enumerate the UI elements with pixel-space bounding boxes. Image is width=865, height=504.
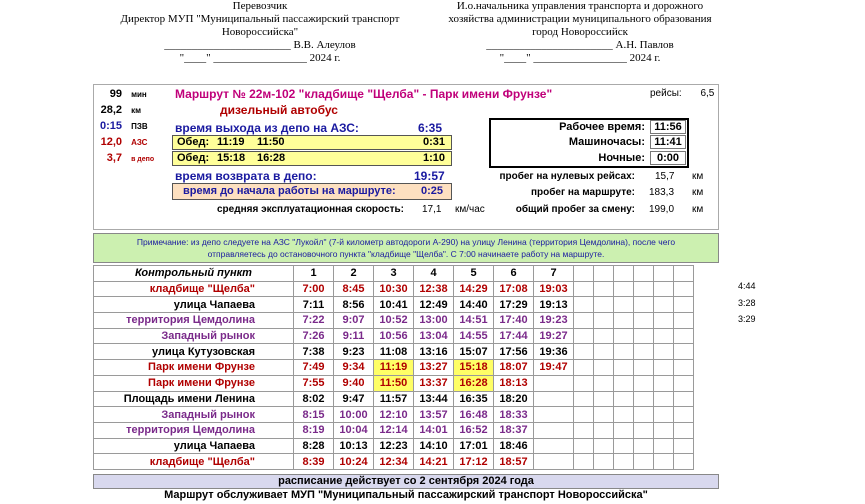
time-cell: 17:08 xyxy=(494,281,534,297)
time-cell: 10:04 xyxy=(334,422,374,438)
note-line2: отправляетесь до остановочного пункта "кладбище "Щелба". С 7:00 начинаете работу на маршруте. xyxy=(207,249,605,259)
timetable xyxy=(93,265,694,470)
trips xyxy=(650,88,714,99)
route-run-label: пробег на маршруте: xyxy=(530,187,635,198)
time-cell: 7:38 xyxy=(294,344,334,360)
empty-cell xyxy=(574,297,594,313)
stat-min-unit: мин xyxy=(131,90,147,99)
time-cell: 12:49 xyxy=(414,297,454,313)
speed-row xyxy=(217,204,485,215)
time-cell: 12:38 xyxy=(414,281,454,297)
stat-min-value: 99 xyxy=(109,88,122,100)
speed-label: средняя эксплуатационная скорость: xyxy=(217,204,404,215)
empty-cell xyxy=(654,313,674,329)
side-time: 3:28 xyxy=(738,297,756,308)
empty-cell xyxy=(654,360,674,376)
empty-cell xyxy=(614,344,634,360)
time-cell: 9:34 xyxy=(334,360,374,376)
lunch2-dur: 1:10 xyxy=(423,152,446,164)
total-row xyxy=(460,204,710,217)
total-label: общий пробег за смену: xyxy=(515,204,635,215)
time-cell: 19:27 xyxy=(534,328,574,344)
empty-cell xyxy=(674,344,694,360)
empty-cell xyxy=(674,391,694,407)
time-cell: 14:10 xyxy=(414,438,454,454)
time-cell: 12:14 xyxy=(374,422,414,438)
table-row xyxy=(94,360,694,376)
table-row xyxy=(94,391,694,407)
time-cell: 10:41 xyxy=(374,297,414,313)
time-cell: 14:51 xyxy=(454,313,494,329)
time-cell: 18:33 xyxy=(494,407,534,423)
empty-cell xyxy=(574,360,594,376)
empty-cell xyxy=(574,422,594,438)
empty-cell xyxy=(574,375,594,391)
note-line1: Примечание: из депо следуете на АЗС "Лукойл" (7-й километр автодороги А-290) на улицу Ленина (территория Цемдолина), после чего xyxy=(136,237,676,247)
stat-pzv-value: 0:15 xyxy=(100,120,123,132)
empty-cell xyxy=(614,407,634,423)
col-empty xyxy=(654,266,674,282)
time-cell: 18:13 xyxy=(494,375,534,391)
table-row xyxy=(94,328,694,344)
right-date: "____" _________________ 2024 г. xyxy=(499,52,661,64)
stat-km-unit: км xyxy=(131,106,141,115)
route-run-value: 183,3 xyxy=(649,187,675,198)
empty-cell xyxy=(594,438,614,454)
stat-azs-unit: АЗС xyxy=(131,138,148,147)
stat-depo-value: 3,7 xyxy=(106,152,122,164)
time-cell: 7:22 xyxy=(294,313,334,329)
empty-cell xyxy=(654,281,674,297)
time-cell: 19:23 xyxy=(534,313,574,329)
idle-row xyxy=(460,171,710,184)
time-cell: 8:15 xyxy=(294,407,334,423)
time-cell: 14:55 xyxy=(454,328,494,344)
night-label: Ночные: xyxy=(598,152,645,164)
table-row xyxy=(94,344,694,360)
table-row xyxy=(94,438,694,454)
start-value: 0:25 xyxy=(421,185,444,197)
time-cell: 14:01 xyxy=(414,422,454,438)
stop-name: Парк имени Фрунзе xyxy=(94,360,294,376)
empty-cell xyxy=(574,407,594,423)
speed-unit: км/час xyxy=(455,204,485,215)
time-cell xyxy=(534,375,574,391)
right-line1: И.о.начальника управления транспорта и дорожного xyxy=(456,0,704,12)
empty-cell xyxy=(674,438,694,454)
table-row xyxy=(94,297,694,313)
table-row xyxy=(94,281,694,297)
empty-cell xyxy=(634,454,654,470)
empty-cell xyxy=(594,328,614,344)
time-cell: 16:28 xyxy=(454,375,494,391)
time-cell: 11:19 xyxy=(374,360,414,376)
night-value: 0:00 xyxy=(650,151,686,165)
total-unit: км xyxy=(692,204,704,215)
stat-km xyxy=(100,104,160,116)
empty-cell xyxy=(654,454,674,470)
empty-cell xyxy=(574,438,594,454)
time-cell: 18:57 xyxy=(494,454,534,470)
left-sign: _______________________ В.В. Алеулов xyxy=(164,39,356,51)
time-cell: 16:48 xyxy=(454,407,494,423)
stop-name: Площадь имени Ленина xyxy=(94,391,294,407)
stop-name: территория Цемдолина xyxy=(94,313,294,329)
work-value: 11:56 xyxy=(650,120,686,134)
time-cell: 7:11 xyxy=(294,297,334,313)
col-1: 1 xyxy=(294,266,334,282)
empty-cell xyxy=(674,360,694,376)
empty-cell xyxy=(634,407,654,423)
lunch1-label: Обед: xyxy=(177,136,210,148)
time-cell: 16:35 xyxy=(454,391,494,407)
stop-name: Западный рынок xyxy=(94,328,294,344)
time-cell: 17:56 xyxy=(494,344,534,360)
empty-cell xyxy=(614,313,634,329)
stop-name: кладбище "Щелба" xyxy=(94,454,294,470)
time-cell: 19:13 xyxy=(534,297,574,313)
side-time: 4:44 xyxy=(738,281,756,291)
stop-name: Западный рынок xyxy=(94,407,294,423)
stop-name: улица Чапаева xyxy=(94,438,294,454)
lunch1-from: 11:19 xyxy=(217,136,245,148)
time-cell: 12:34 xyxy=(374,454,414,470)
empty-cell xyxy=(594,422,614,438)
time-cell: 11:50 xyxy=(374,375,414,391)
time-cell: 18:20 xyxy=(494,391,534,407)
empty-cell xyxy=(634,375,654,391)
empty-cell xyxy=(634,438,654,454)
time-cell: 14:40 xyxy=(454,297,494,313)
time-cell: 10:24 xyxy=(334,454,374,470)
time-cell: 9:47 xyxy=(334,391,374,407)
empty-cell xyxy=(674,407,694,423)
empty-cell xyxy=(594,313,614,329)
col-2: 2 xyxy=(334,266,374,282)
time-cell: 10:52 xyxy=(374,313,414,329)
time-cell: 17:01 xyxy=(454,438,494,454)
time-cell: 13:37 xyxy=(414,375,454,391)
time-cell: 8:28 xyxy=(294,438,334,454)
left-approval xyxy=(80,0,440,65)
time-cell: 8:45 xyxy=(334,281,374,297)
stat-depo xyxy=(100,152,170,164)
col-7: 7 xyxy=(534,266,574,282)
right-line2: хозяйства администрации муниципального образования xyxy=(448,13,712,25)
empty-cell xyxy=(634,360,654,376)
table-row xyxy=(94,313,694,329)
time-cell xyxy=(534,438,574,454)
time-cell: 18:46 xyxy=(494,438,534,454)
time-cell: 12:23 xyxy=(374,438,414,454)
time-cell: 8:56 xyxy=(334,297,374,313)
time-cell: 13:04 xyxy=(414,328,454,344)
lunch2-from: 15:18 xyxy=(217,152,246,164)
speed-value: 17,1 xyxy=(422,204,442,215)
empty-cell xyxy=(594,281,614,297)
empty-cell xyxy=(614,360,634,376)
time-cell xyxy=(534,454,574,470)
col-4: 4 xyxy=(414,266,454,282)
stat-min xyxy=(100,88,160,100)
empty-cell xyxy=(594,454,614,470)
empty-cell xyxy=(654,391,674,407)
time-cell: 19:03 xyxy=(534,281,574,297)
stat-pzv xyxy=(100,120,160,132)
empty-cell xyxy=(634,297,654,313)
idle-value: 15,7 xyxy=(655,171,675,182)
time-cell: 17:12 xyxy=(454,454,494,470)
time-cell: 8:19 xyxy=(294,422,334,438)
total-value: 199,0 xyxy=(649,204,675,215)
empty-cell xyxy=(634,281,654,297)
table-row xyxy=(94,407,694,423)
idle-unit: км xyxy=(692,171,704,182)
empty-cell xyxy=(574,454,594,470)
header-checkpoint: Контрольный пункт xyxy=(94,266,294,282)
lunch2-label: Обед: xyxy=(177,152,210,164)
start-label: время до начала работы на маршруте: xyxy=(183,185,396,197)
empty-cell xyxy=(614,328,634,344)
empty-cell xyxy=(594,297,614,313)
empty-cell xyxy=(674,313,694,329)
empty-cell xyxy=(654,328,674,344)
empty-cell xyxy=(574,391,594,407)
stat-pzv-unit: ПЗВ xyxy=(131,122,148,131)
empty-cell xyxy=(674,328,694,344)
time-cell: 19:47 xyxy=(534,360,574,376)
empty-cell xyxy=(654,407,674,423)
empty-cell xyxy=(654,375,674,391)
empty-cell xyxy=(674,297,694,313)
time-cell: 7:00 xyxy=(294,281,334,297)
time-cell: 19:36 xyxy=(534,344,574,360)
empty-cell xyxy=(574,328,594,344)
empty-cell xyxy=(634,344,654,360)
time-cell: 14:21 xyxy=(414,454,454,470)
empty-cell xyxy=(654,344,674,360)
right-sign: _______________________ А.Н. Павлов xyxy=(486,39,674,51)
time-cell: 9:11 xyxy=(334,328,374,344)
time-cell: 15:07 xyxy=(454,344,494,360)
footer-valid: расписание действует со 2 сентября 2024 года xyxy=(93,474,719,489)
depart-label: время выхода из депо на АЗС: xyxy=(175,121,359,135)
col-empty xyxy=(634,266,654,282)
stat-azs-value: 12,0 xyxy=(100,136,122,148)
time-cell: 13:00 xyxy=(414,313,454,329)
bus-type: дизельный автобус xyxy=(220,103,338,117)
route-run-unit: км xyxy=(692,187,704,198)
stop-name: территория Цемдолина xyxy=(94,422,294,438)
empty-cell xyxy=(614,281,634,297)
machine-label: Машиночасы: xyxy=(568,136,645,148)
stat-azs xyxy=(100,136,160,148)
empty-cell xyxy=(634,422,654,438)
empty-cell xyxy=(614,391,634,407)
col-empty xyxy=(594,266,614,282)
empty-cell xyxy=(614,375,634,391)
empty-cell xyxy=(634,391,654,407)
empty-cell xyxy=(594,375,614,391)
empty-cell xyxy=(614,297,634,313)
time-cell: 16:52 xyxy=(454,422,494,438)
table-row xyxy=(94,375,694,391)
return-value: 19:57 xyxy=(414,169,445,183)
work-label: Рабочее время: xyxy=(559,121,645,133)
time-cell: 17:44 xyxy=(494,328,534,344)
col-empty xyxy=(614,266,634,282)
time-cell: 9:07 xyxy=(334,313,374,329)
depart-value: 6:35 xyxy=(418,121,443,135)
trips-label: рейсы: xyxy=(650,88,682,99)
empty-cell xyxy=(634,313,654,329)
empty-cell xyxy=(654,438,674,454)
empty-cell xyxy=(594,360,614,376)
lunch-box-1 xyxy=(172,135,452,150)
side-time: 3:29 xyxy=(738,314,756,325)
time-cell: 10:13 xyxy=(334,438,374,454)
time-cell: 8:39 xyxy=(294,454,334,470)
right-line3: город Новороссийск xyxy=(532,26,628,38)
empty-cell xyxy=(574,344,594,360)
empty-cell xyxy=(674,375,694,391)
empty-cell xyxy=(634,328,654,344)
empty-cell xyxy=(574,313,594,329)
time-cell: 13:57 xyxy=(414,407,454,423)
time-cell: 7:49 xyxy=(294,360,334,376)
empty-cell xyxy=(614,438,634,454)
time-cell: 14:29 xyxy=(454,281,494,297)
stop-name: улица Кутузовская xyxy=(94,344,294,360)
time-cell: 17:29 xyxy=(494,297,534,313)
time-cell: 9:23 xyxy=(334,344,374,360)
lunch-box-2 xyxy=(172,151,452,166)
time-cell: 7:26 xyxy=(294,328,334,344)
left-line3: Новороссийска" xyxy=(221,26,299,38)
time-cell: 10:56 xyxy=(374,328,414,344)
empty-cell xyxy=(654,297,674,313)
time-cell: 7:55 xyxy=(294,375,334,391)
col-3: 3 xyxy=(374,266,414,282)
time-cell: 12:10 xyxy=(374,407,414,423)
col-empty xyxy=(574,266,594,282)
empty-cell xyxy=(614,422,634,438)
time-cell: 9:40 xyxy=(334,375,374,391)
stat-depo-unit: в депо xyxy=(131,156,155,163)
left-date: "____" _________________ 2024 г. xyxy=(179,52,341,64)
empty-cell xyxy=(674,281,694,297)
time-cell: 10:00 xyxy=(334,407,374,423)
side-times xyxy=(738,281,756,331)
table-header-row xyxy=(94,266,694,282)
time-cell: 13:44 xyxy=(414,391,454,407)
time-cell xyxy=(534,422,574,438)
route-run-row xyxy=(460,187,710,200)
col-6: 6 xyxy=(494,266,534,282)
left-line2: Директор МУП "Муниципальный пассажирский транспорт xyxy=(120,13,400,25)
empty-cell xyxy=(594,344,614,360)
time-cell: 18:07 xyxy=(494,360,534,376)
time-cell: 10:30 xyxy=(374,281,414,297)
lunch1-dur: 0:31 xyxy=(423,136,446,148)
right-approval xyxy=(400,0,760,65)
stop-name: улица Чапаева xyxy=(94,297,294,313)
table-row xyxy=(94,454,694,470)
col-5: 5 xyxy=(454,266,494,282)
time-cell: 13:16 xyxy=(414,344,454,360)
trips-value: 6,5 xyxy=(700,88,715,99)
lunch2-to: 16:28 xyxy=(257,152,286,164)
machine-value: 11:41 xyxy=(650,135,686,149)
lunch1-to: 11:50 xyxy=(257,136,285,148)
time-cell: 8:02 xyxy=(294,391,334,407)
stop-name: Парк имени Фрунзе xyxy=(94,375,294,391)
time-cell: 11:08 xyxy=(374,344,414,360)
time-cell: 18:37 xyxy=(494,422,534,438)
route-title: Маршрут № 22м-102 "кладбище "Щелба" - Парк имени Фрунзе" xyxy=(175,87,553,101)
stop-name: кладбище "Щелба" xyxy=(94,281,294,297)
empty-cell xyxy=(594,407,614,423)
left-line1: Перевозчик xyxy=(232,0,288,12)
time-cell: 11:57 xyxy=(374,391,414,407)
empty-cell xyxy=(674,454,694,470)
note-box xyxy=(93,233,719,263)
time-cell xyxy=(534,407,574,423)
col-empty xyxy=(674,266,694,282)
idle-label: пробег на нулевых рейсах: xyxy=(499,171,635,182)
time-cell: 15:18 xyxy=(454,360,494,376)
empty-cell xyxy=(654,422,674,438)
stat-km-value: 28,2 xyxy=(100,104,122,116)
empty-cell xyxy=(594,391,614,407)
empty-cell xyxy=(674,422,694,438)
empty-cell xyxy=(574,281,594,297)
start-box xyxy=(172,183,452,200)
empty-cell xyxy=(614,454,634,470)
time-cell xyxy=(534,391,574,407)
time-cell: 17:40 xyxy=(494,313,534,329)
table-row xyxy=(94,422,694,438)
return-label: время возврата в депо: xyxy=(175,169,317,183)
time-cell: 13:27 xyxy=(414,360,454,376)
footer-serviced: Маршрут обслуживает МУП "Муниципальный пассажирский транспорт Новороссийска" xyxy=(164,489,648,501)
